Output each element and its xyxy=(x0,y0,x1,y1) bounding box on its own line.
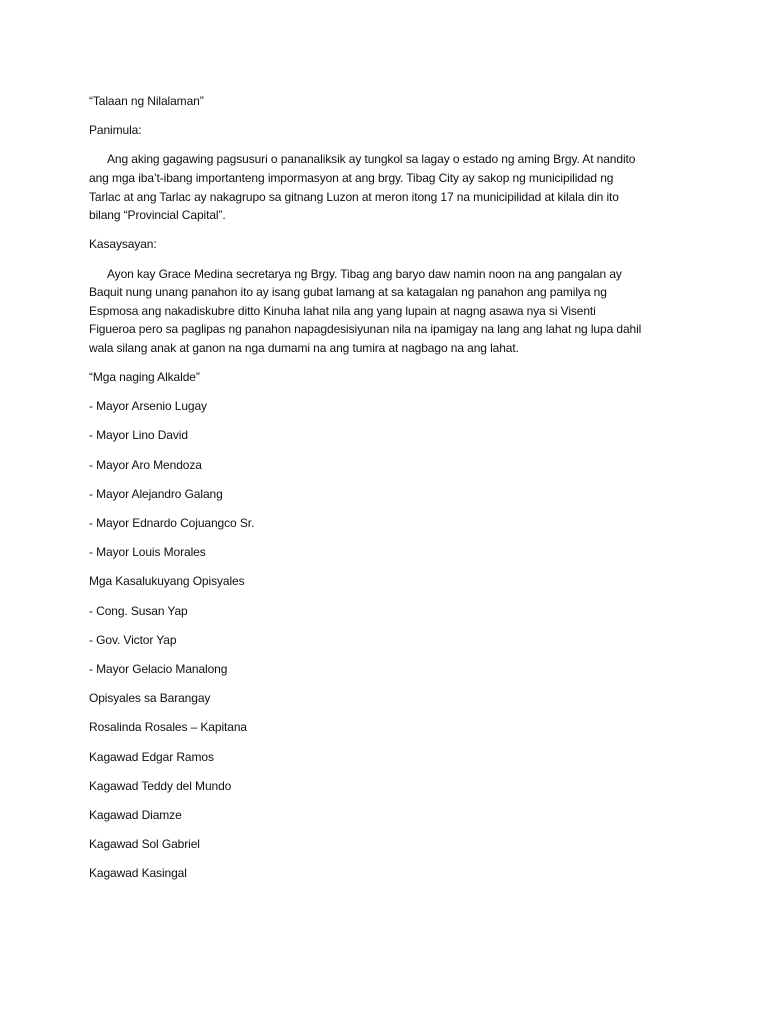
intro-paragraph xyxy=(89,150,679,224)
document-body xyxy=(89,92,679,883)
officials-heading: Mga Kasalukuyang Opisyales xyxy=(89,574,245,589)
official-item: - Mayor Gelacio Manalong xyxy=(89,661,228,676)
history-line: wala silang anak at ganon na nga dumami na ang tumira at nagbago na ang lahat. xyxy=(89,340,519,355)
mayor-item: - Mayor Louis Morales xyxy=(89,545,206,560)
history-line: Figueroa pero sa paglipas ng panahon napagdesisiyunan nila na ipamigay na lang ang lahat ng lupa dahil xyxy=(89,322,642,337)
intro-line: ang mga iba’t-ibang importanteng impormasyon at ang brgy. Tibag City ay sakop ng municipilidad ng xyxy=(89,170,614,185)
barangay-official-item: Kagawad Kasingal xyxy=(89,866,187,881)
barangay-official-item: Kagawad Edgar Ramos xyxy=(89,749,214,764)
mayors-heading: “Mga naging Alkalde” xyxy=(89,370,200,385)
barangay-official-item: Kagawad Diamze xyxy=(89,807,182,822)
barangay-official-item: Kagawad Sol Gabriel xyxy=(89,837,200,852)
history-paragraph xyxy=(89,265,679,358)
official-item: - Cong. Susan Yap xyxy=(89,603,188,618)
history-heading: Kasaysayan: xyxy=(89,237,157,252)
official-item: - Gov. Victor Yap xyxy=(89,632,177,647)
history-line: Baquit nung unang panahon ito ay isang gubat lamang at sa katagalan ng panahon ang pamilya ng xyxy=(89,285,607,300)
history-line: Espmosa ang nakadiskubre ditto Kinuha lahat nila ang yang lupain at nagng asawa nya si Visenti xyxy=(89,303,596,318)
mayor-item: - Mayor Lino David xyxy=(89,428,188,443)
intro-line: Ang aking gagawing pagsusuri o pananaliksik ay tungkol sa lagay o estado ng aming Brgy. At nandito xyxy=(107,152,636,167)
barangay-official-item: Rosalinda Rosales – Kapitana xyxy=(89,720,247,735)
toc-title: “Talaan ng Nilalaman” xyxy=(89,94,204,108)
intro-line: bilang “Provincial Capital”. xyxy=(89,208,226,223)
history-line: Ayon kay Grace Medina secretarya ng Brgy. Tibag ang baryo daw namin noon na ang pangalan ay xyxy=(107,266,622,281)
barangay-heading: Opisyales sa Barangay xyxy=(89,691,211,706)
mayor-item: - Mayor Arsenio Lugay xyxy=(89,399,207,414)
mayor-item: - Mayor Alejandro Galang xyxy=(89,486,223,501)
mayor-item: - Mayor Aro Mendoza xyxy=(89,457,202,472)
barangay-official-item: Kagawad Teddy del Mundo xyxy=(89,778,232,793)
intro-heading: Panimula: xyxy=(89,123,142,138)
mayor-item: - Mayor Ednardo Cojuangco Sr. xyxy=(89,516,255,531)
intro-line: Tarlac at ang Tarlac ay nakagrupo sa gitnang Luzon at meron itong 17 na municipilidad at kilala din ito xyxy=(89,189,619,204)
